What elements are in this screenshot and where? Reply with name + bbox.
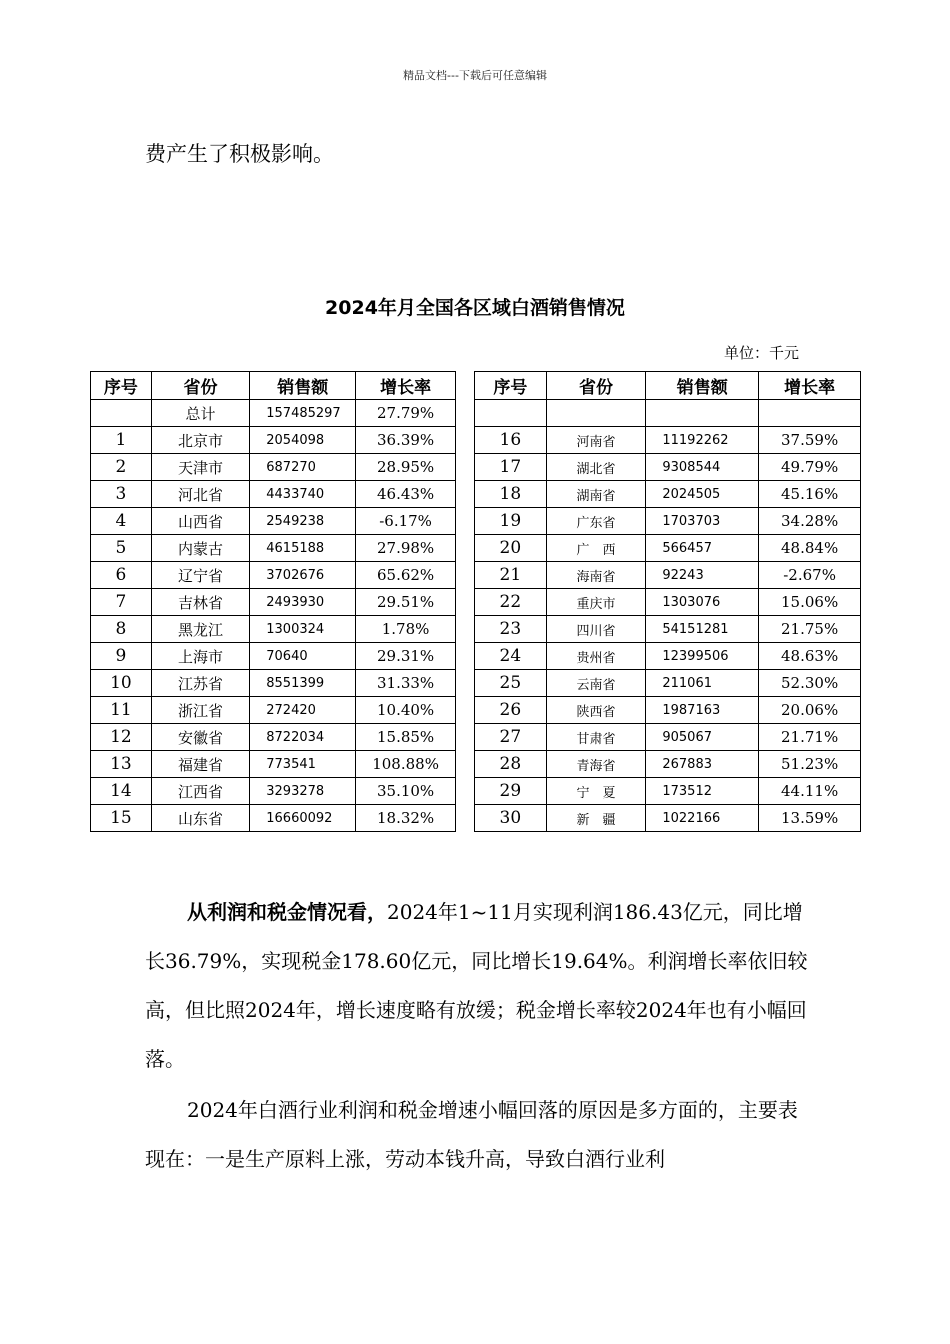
- cell-growth: 27.79%: [356, 400, 456, 427]
- cell-no: 27: [475, 724, 547, 751]
- cell-no: [91, 400, 152, 427]
- cell-province: 浙江省: [151, 697, 250, 724]
- cell-province: 北京市: [151, 427, 250, 454]
- table-row: [91, 589, 456, 616]
- table-row: [91, 616, 456, 643]
- cell-province: 陕西省: [546, 697, 646, 724]
- table-row: [91, 778, 456, 805]
- cell-no: 14: [91, 778, 152, 805]
- cell-province: 山东省: [151, 805, 250, 832]
- cell-province: 天津市: [151, 454, 250, 481]
- cell-sales: 16660092: [250, 805, 356, 832]
- cell-sales: 92243: [646, 562, 759, 589]
- cell-growth: 34.28%: [759, 508, 861, 535]
- cell-sales: 54151281: [646, 616, 759, 643]
- cell-province: 云南省: [546, 670, 646, 697]
- table-row: [91, 454, 456, 481]
- table-row: [91, 535, 456, 562]
- cell-sales: 272420: [250, 697, 356, 724]
- cell-sales: 2493930: [250, 589, 356, 616]
- lead-line: 费产生了积极影响。: [145, 142, 334, 166]
- table-row: [91, 670, 456, 697]
- cell-sales: 4615188: [250, 535, 356, 562]
- cell-growth: 52.30%: [759, 670, 861, 697]
- sales-table-left: [90, 371, 456, 832]
- table-row-total: [91, 400, 456, 427]
- cell-empty: [646, 400, 759, 427]
- cell-growth: 31.33%: [356, 670, 456, 697]
- cell-sales: 687270: [250, 454, 356, 481]
- cell-empty: [546, 400, 646, 427]
- cell-no: 5: [91, 535, 152, 562]
- table-row: [475, 805, 861, 832]
- cell-province: 甘肃省: [546, 724, 646, 751]
- cell-growth: 27.98%: [356, 535, 456, 562]
- cell-sales: 1022166: [646, 805, 759, 832]
- cell-no: 7: [91, 589, 152, 616]
- cell-no: 18: [475, 481, 547, 508]
- cell-sales: 2024505: [646, 481, 759, 508]
- cell-province: 安徽省: [151, 724, 250, 751]
- table-row: [91, 751, 456, 778]
- cell-province: 新 疆: [546, 805, 646, 832]
- cell-no: 21: [475, 562, 547, 589]
- cell-growth: 18.32%: [356, 805, 456, 832]
- cell-growth: 28.95%: [356, 454, 456, 481]
- cell-sales: 267883: [646, 751, 759, 778]
- table-row-blank: [475, 400, 861, 427]
- paragraph-profit-tax: [145, 888, 813, 1084]
- cell-growth: 49.79%: [759, 454, 861, 481]
- col-header-province: 省份: [546, 372, 646, 400]
- cell-sales: 1300324: [250, 616, 356, 643]
- sales-table-right: [474, 371, 861, 832]
- cell-growth: 108.88%: [356, 751, 456, 778]
- cell-sales: 773541: [250, 751, 356, 778]
- cell-province: 青海省: [546, 751, 646, 778]
- cell-no: 3: [91, 481, 152, 508]
- cell-growth: 48.84%: [759, 535, 861, 562]
- cell-province: 海南省: [546, 562, 646, 589]
- cell-growth: 29.31%: [356, 643, 456, 670]
- table-row: [475, 670, 861, 697]
- cell-growth: 20.06%: [759, 697, 861, 724]
- cell-province: 江苏省: [151, 670, 250, 697]
- cell-growth: 48.63%: [759, 643, 861, 670]
- cell-sales: 3293278: [250, 778, 356, 805]
- cell-sales: 173512: [646, 778, 759, 805]
- table-row: [475, 751, 861, 778]
- cell-province: 吉林省: [151, 589, 250, 616]
- cell-province: 四川省: [546, 616, 646, 643]
- cell-no: 20: [475, 535, 547, 562]
- cell-no: 9: [91, 643, 152, 670]
- cell-no: 13: [91, 751, 152, 778]
- cell-growth: 35.10%: [356, 778, 456, 805]
- cell-sales: 566457: [646, 535, 759, 562]
- cell-sales: 211061: [646, 670, 759, 697]
- table-row: [91, 427, 456, 454]
- cell-no: 1: [91, 427, 152, 454]
- cell-sales: 70640: [250, 643, 356, 670]
- cell-province: 广东省: [546, 508, 646, 535]
- cell-province: 宁 夏: [546, 778, 646, 805]
- paragraph-body: 2024年1~11月实现利润186.43亿元，同比增长36.79%，实现税金178.60亿元，同比增长19.64%。利润增长率依旧较高，但比照2024年，增长速度略有放缓；税金增长率较2024年也有小幅回落。: [145, 900, 808, 1071]
- cell-sales: 1987163: [646, 697, 759, 724]
- cell-province: 江西省: [151, 778, 250, 805]
- table-row: [91, 805, 456, 832]
- cell-sales: 157485297: [250, 400, 356, 427]
- cell-sales: 8551399: [250, 670, 356, 697]
- cell-growth: 10.40%: [356, 697, 456, 724]
- cell-no: 10: [91, 670, 152, 697]
- table-row: [475, 697, 861, 724]
- col-header-growth: 增长率: [356, 372, 456, 400]
- cell-no: 8: [91, 616, 152, 643]
- table-row: [475, 508, 861, 535]
- col-header-no: 序号: [91, 372, 152, 400]
- cell-sales: 11192262: [646, 427, 759, 454]
- cell-no: 4: [91, 508, 152, 535]
- cell-province: 广 西: [546, 535, 646, 562]
- paragraph-lead-bold: 从利润和税金情况看，: [187, 900, 387, 924]
- table-row: [91, 562, 456, 589]
- table-row: [475, 535, 861, 562]
- cell-province: 内蒙古: [151, 535, 250, 562]
- table-row: [475, 454, 861, 481]
- cell-growth: 37.59%: [759, 427, 861, 454]
- cell-no: 2: [91, 454, 152, 481]
- cell-growth: 21.71%: [759, 724, 861, 751]
- table-header-row: [91, 372, 456, 400]
- table-row: [475, 589, 861, 616]
- table-row: [91, 481, 456, 508]
- table-row: [475, 427, 861, 454]
- col-header-sales: 销售额: [646, 372, 759, 400]
- paragraph-reasons: 2024年白酒行业利润和税金增速小幅回落的原因是多方面的，主要表现在：一是生产原料上涨，劳动本钱升高，导致白酒行业利: [145, 1098, 798, 1171]
- table-row: [475, 643, 861, 670]
- cell-no: 11: [91, 697, 152, 724]
- table-row: [475, 481, 861, 508]
- cell-province: 山西省: [151, 508, 250, 535]
- cell-province: 河北省: [151, 481, 250, 508]
- cell-no: 22: [475, 589, 547, 616]
- cell-no: 26: [475, 697, 547, 724]
- cell-province: 黑龙江: [151, 616, 250, 643]
- table-row: [91, 643, 456, 670]
- cell-province: 湖南省: [546, 481, 646, 508]
- cell-growth: 65.62%: [356, 562, 456, 589]
- cell-growth: 15.06%: [759, 589, 861, 616]
- table-row: [91, 697, 456, 724]
- table-row: [91, 508, 456, 535]
- cell-no: 17: [475, 454, 547, 481]
- table-title: 2024年月全国各区域白酒销售情况: [325, 297, 625, 319]
- cell-growth: 45.16%: [759, 481, 861, 508]
- cell-empty: [475, 400, 547, 427]
- cell-sales: 4433740: [250, 481, 356, 508]
- cell-growth: 1.78%: [356, 616, 456, 643]
- cell-no: 15: [91, 805, 152, 832]
- cell-sales: 1703703: [646, 508, 759, 535]
- cell-no: 29: [475, 778, 547, 805]
- cell-growth: -6.17%: [356, 508, 456, 535]
- cell-sales: 2054098: [250, 427, 356, 454]
- cell-province: 辽宁省: [151, 562, 250, 589]
- cell-no: 30: [475, 805, 547, 832]
- page-header: 精品文档---下载后可任意编辑: [403, 69, 547, 82]
- unit-label: 单位：千元: [724, 344, 800, 362]
- cell-sales: 1303076: [646, 589, 759, 616]
- cell-growth: 46.43%: [356, 481, 456, 508]
- cell-province: 贵州省: [546, 643, 646, 670]
- cell-growth: -2.67%: [759, 562, 861, 589]
- cell-no: 24: [475, 643, 547, 670]
- cell-no: 19: [475, 508, 547, 535]
- cell-sales: 12399506: [646, 643, 759, 670]
- cell-province: 河南省: [546, 427, 646, 454]
- cell-no: 16: [475, 427, 547, 454]
- cell-no: 12: [91, 724, 152, 751]
- cell-no: 28: [475, 751, 547, 778]
- cell-growth: 13.59%: [759, 805, 861, 832]
- cell-growth: 36.39%: [356, 427, 456, 454]
- cell-no: 6: [91, 562, 152, 589]
- table-row: [475, 616, 861, 643]
- col-header-province: 省份: [151, 372, 250, 400]
- cell-province: 福建省: [151, 751, 250, 778]
- table-row: [91, 724, 456, 751]
- cell-empty: [759, 400, 861, 427]
- table-row: [475, 724, 861, 751]
- cell-sales: 2549238: [250, 508, 356, 535]
- col-header-no: 序号: [475, 372, 547, 400]
- cell-growth: 21.75%: [759, 616, 861, 643]
- cell-no: 23: [475, 616, 547, 643]
- cell-sales: 8722034: [250, 724, 356, 751]
- cell-growth: 15.85%: [356, 724, 456, 751]
- cell-province: 湖北省: [546, 454, 646, 481]
- table-header-row: [475, 372, 861, 400]
- col-header-growth: 增长率: [759, 372, 861, 400]
- cell-growth: 44.11%: [759, 778, 861, 805]
- cell-sales: 3702676: [250, 562, 356, 589]
- cell-no: 25: [475, 670, 547, 697]
- cell-sales: 905067: [646, 724, 759, 751]
- cell-growth: 51.23%: [759, 751, 861, 778]
- table-row: [475, 562, 861, 589]
- table-row: [475, 778, 861, 805]
- cell-sales: 9308544: [646, 454, 759, 481]
- cell-province: 总计: [151, 400, 250, 427]
- cell-province: 上海市: [151, 643, 250, 670]
- cell-growth: 29.51%: [356, 589, 456, 616]
- cell-province: 重庆市: [546, 589, 646, 616]
- col-header-sales: 销售额: [250, 372, 356, 400]
